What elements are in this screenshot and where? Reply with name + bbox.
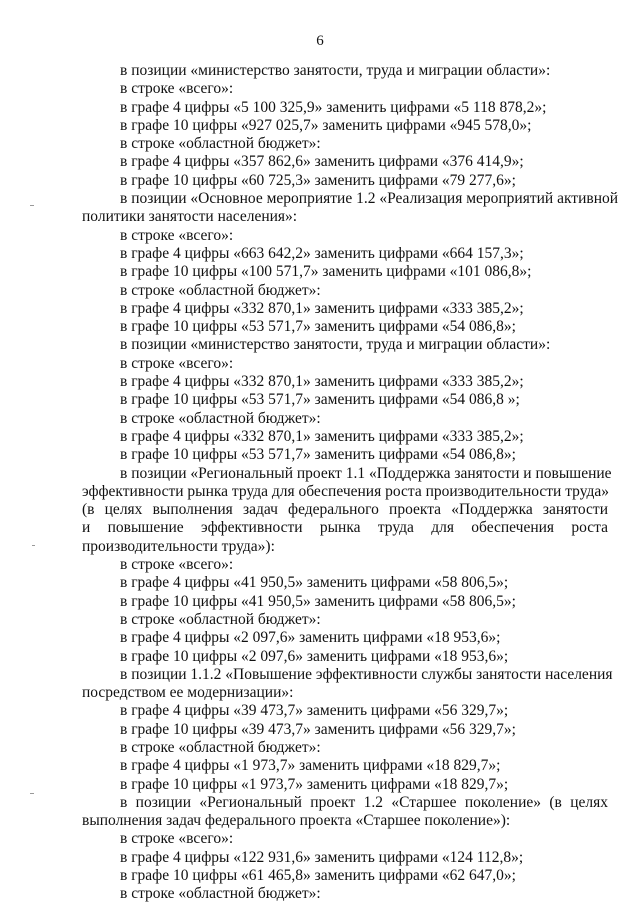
text-line: в графе 4 цифры «1 973,7» заменить цифрами «18 829,7»; (120, 757, 501, 775)
text-line: в строке «областной бюджет»: (120, 135, 321, 153)
text-line: в графе 10 цифры «2 097,6» заменить цифрами «18 953,6»; (120, 647, 509, 665)
text-line: эффективности рынка труда для обеспечения роста производительности труда» (82, 482, 609, 500)
text-line: в графе 4 цифры «41 950,5» заменить цифрами «58 806,5»; (120, 574, 509, 592)
text-line: в позиции «министерство занятости, труда и миграции области»: (120, 62, 551, 79)
text-line: в строке «всего»: (120, 830, 234, 848)
scan-margin-mark (32, 545, 35, 546)
text-line: в строке «областной бюджет»: (120, 885, 321, 903)
text-line: политики занятости населения»: (82, 208, 298, 226)
text-line: в строке «областной бюджет»: (120, 281, 321, 299)
text-line: и повышение эффективности рынка труда для обеспечения роста (82, 519, 608, 537)
text-line: в графе 4 цифры «663 642,2» заменить цифрами «664 157,3»; (120, 244, 524, 262)
text-line: в графе 4 цифры «2 097,6» заменить цифрами «18 953,6»; (120, 629, 501, 647)
text-line: в графе 10 цифры «53 571,7» заменить цифрами «54 086,8»; (120, 318, 516, 336)
text-line: в строке «всего»: (120, 354, 234, 372)
text-line: (в целях выполнения задач федерального проекта «Поддержка занятости (82, 501, 608, 519)
text-line: в строке «областной бюджет»: (120, 610, 321, 628)
text-line: в графе 10 цифры «39 473,7» заменить цифрами «56 329,7»; (120, 720, 516, 738)
text-line: в позиции 1.1.2 «Повышение эффективности службы занятости населения (120, 665, 613, 683)
text-line: в графе 10 цифры «60 725,3» заменить цифрами «79 277,6»; (120, 171, 516, 189)
text-line: в графе 10 цифры «1 973,7» заменить цифрами «18 829,7»; (120, 775, 509, 793)
text-line: в позиции «Региональный проект 1.2 «Старшее поколение» (в целях (120, 793, 608, 811)
text-line: в графе 10 цифры «100 571,7» заменить цифрами «101 086,8»; (120, 263, 532, 281)
scan-margin-mark (30, 205, 34, 206)
text-line: в графе 4 цифры «39 473,7» заменить цифрами «56 329,7»; (120, 702, 509, 720)
text-line: в графе 4 цифры «332 870,1» заменить цифрами «333 385,2»; (120, 373, 524, 391)
text-line: в строке «всего»: (120, 226, 234, 244)
text-line: в строке «областной бюджет»: (120, 409, 321, 427)
text-line: в позиции «Региональный проект 1.1 «Поддержка занятости и повышение (120, 464, 612, 482)
text-line: в графе 10 цифры «927 025,7» заменить цифрами «945 578,0»; (120, 116, 532, 134)
text-line: в графе 4 цифры «122 931,6» заменить цифрами «124 112,8»; (120, 848, 524, 866)
text-line: в графе 10 цифры «53 571,7» заменить цифрами «54 086,8»; (120, 446, 516, 464)
text-line: в строке «всего»: (120, 80, 234, 98)
text-line: в позиции «Основное мероприятие 1.2 «Реализация мероприятий активной (120, 190, 619, 208)
text-line: в графе 4 цифры «332 870,1» заменить цифрами «333 385,2»; (120, 299, 524, 317)
scan-margin-mark (30, 793, 34, 794)
text-line: в графе 4 цифры «357 862,6» заменить цифрами «376 414,9»; (120, 153, 524, 171)
text-line: посредством ее модернизации»: (82, 684, 294, 702)
text-line: выполнения задач федерального проекта «Старшее поколение»): (82, 812, 511, 830)
text-line: в графе 4 цифры «332 870,1» заменить цифрами «333 385,2»; (120, 427, 524, 445)
text-line: в графе 4 цифры «5 100 325,9» заменить цифрами «5 118 878,2»; (120, 98, 547, 116)
text-line: производительности труда»): (82, 537, 275, 555)
text-line: в графе 10 цифры «41 950,5» заменить цифрами «58 806,5»; (120, 592, 516, 610)
text-line: в строке «областной бюджет»: (120, 738, 321, 756)
text-line: в графе 10 цифры «53 571,7» заменить цифрами «54 086,8 »; (120, 391, 520, 409)
document-body (82, 62, 619, 904)
text-line: в графе 10 цифры «61 465,8» заменить цифрами «62 647,0»; (120, 867, 516, 885)
page-number: 6 (316, 33, 324, 49)
text-line: в позиции «министерство занятости, труда и миграции области»: (120, 336, 551, 354)
text-line: в строке «всего»: (120, 556, 234, 574)
